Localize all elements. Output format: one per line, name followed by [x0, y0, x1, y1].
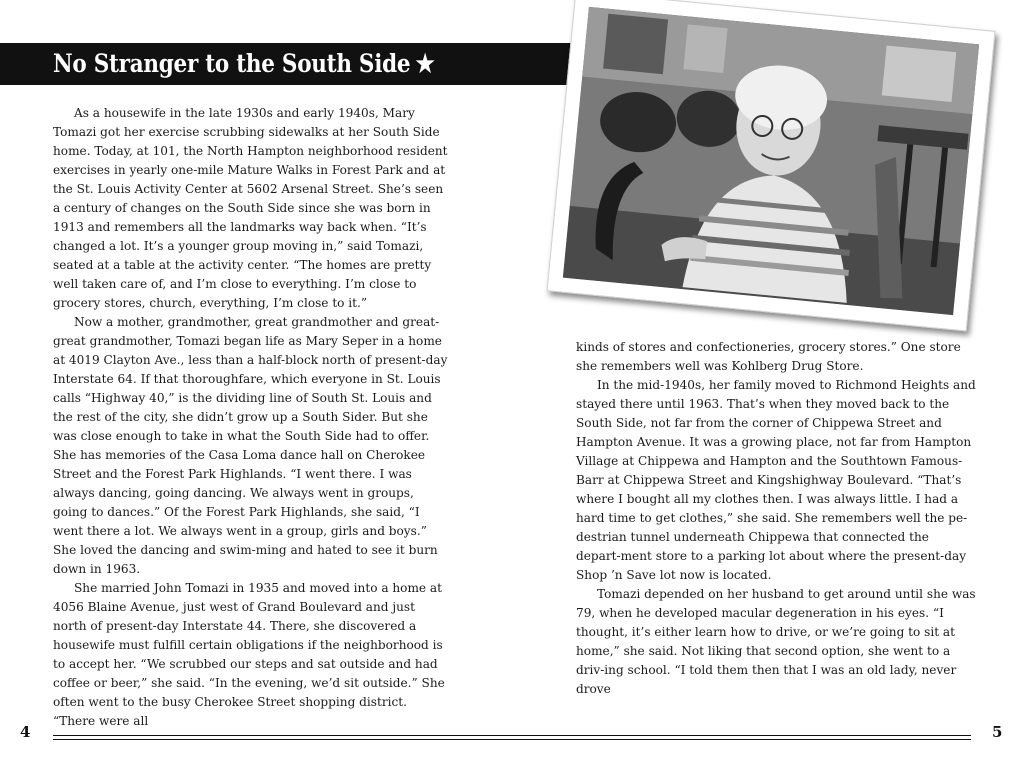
photo-frame	[546, 0, 995, 332]
title-banner	[0, 43, 590, 85]
paragraph-continuation: kinds of stores and confectioneries, grocery stores.” One store she remembers well was Kohlberg Drug Store.	[576, 340, 961, 373]
left-column	[53, 104, 449, 731]
page-title-text: No Stranger to the South Side	[53, 49, 411, 78]
page-title	[53, 49, 435, 78]
paragraph: Tomazi depended on her husband to get around until she was 79, when he developed macular degeneration in his eyes. “I thought, it’s either learn how to drive, or we’re going to sit at home,” she said. Not liking that second option, she went to a driv-ing school. “I told them then that I was an old lady, never drove	[576, 587, 976, 696]
right-column	[576, 338, 976, 699]
paragraph: In the mid-1940s, her family moved to Richmond Heights and stayed there until 1963. That’s when they moved back to the South Side, not far from the corner of Chippewa Street and Hampton Avenue. It was a growing place, not far from Hampton Village at Chippewa and Hampton and the Southtown Famous-Barr at Chippewa Street and Kingshighway Boulevard. “That’s where I bought all my clothes then. I was always little. I had a hard time to get clothes,” she said. She remembers well the pe-destrian tunnel underneath Chippewa that connected the depart-ment store to a parking lot about where the present-day Shop ’n Save lot now is located.	[576, 378, 976, 582]
paragraph: She married John Tomazi in 1935 and moved into a home at 4056 Blaine Avenue, just west of Grand Boulevard and just north of present-day Interstate 44. There, she discovered a housewife must fulfill certain obligations if the neighborhood is to accept her. “We scrubbed our steps and sat outside and had coffee or beer,” she said. “In the evening, we’d sit outside.” She often went to the busy Cherokee Street shopping district. “There were all	[53, 581, 445, 728]
left-page-number: 4	[20, 723, 31, 741]
photo-of-elderly-woman-icon	[563, 7, 979, 315]
footer-rule	[53, 735, 971, 736]
footer-rule	[53, 739, 971, 740]
paragraph: As a housewife in the late 1930s and early 1940s, Mary Tomazi got her exercise scrubbing sidewalks at her South Side home. Today, at 101, the North Hampton neighborhood resident exercises in yearly one-mile Mature Walks in Forest Park and at the St. Louis Activity Center at 5602 Arsenal Street. She’s seen a century of changes on the South Side since she was born in 1913 and remembers all the landmarks way back when. “It’s changed a lot. It’s a younger group moving in,” said Tomazi, seated at a table at the activity center. “The homes are pretty well taken care of, and I’m close to everything. I’m close to grocery stores, church, everything, I’m close to it.”	[53, 106, 448, 310]
photo-illustration	[563, 7, 979, 315]
right-page-number: 5	[992, 723, 1003, 741]
star-icon: ★	[415, 49, 435, 78]
paragraph: Now a mother, grandmother, great grandmother and great-great grandmother, Tomazi began life as Mary Seper in a home at 4019 Clayton Ave., less than a half-block north of present-day Interstate 64. If that thoroughfare, which everyone in St. Louis calls “Highway 40,” is the dividing line of South St. Louis and the rest of the city, she didn’t grow up a South Sider. But she was close enough to take in what the South Side had to offer. She has memories of the Casa Loma dance hall on Cherokee Street and the Forest Park Highlands. “I went there. I was always dancing, going dancing. We always went in groups, going to dances.” Of the Forest Park Highlands, she said, “I went there a lot. We always went in a group, girls and boys.” She loved the dancing and swim-ming and hated to see it burn down in 1963.	[53, 315, 448, 576]
